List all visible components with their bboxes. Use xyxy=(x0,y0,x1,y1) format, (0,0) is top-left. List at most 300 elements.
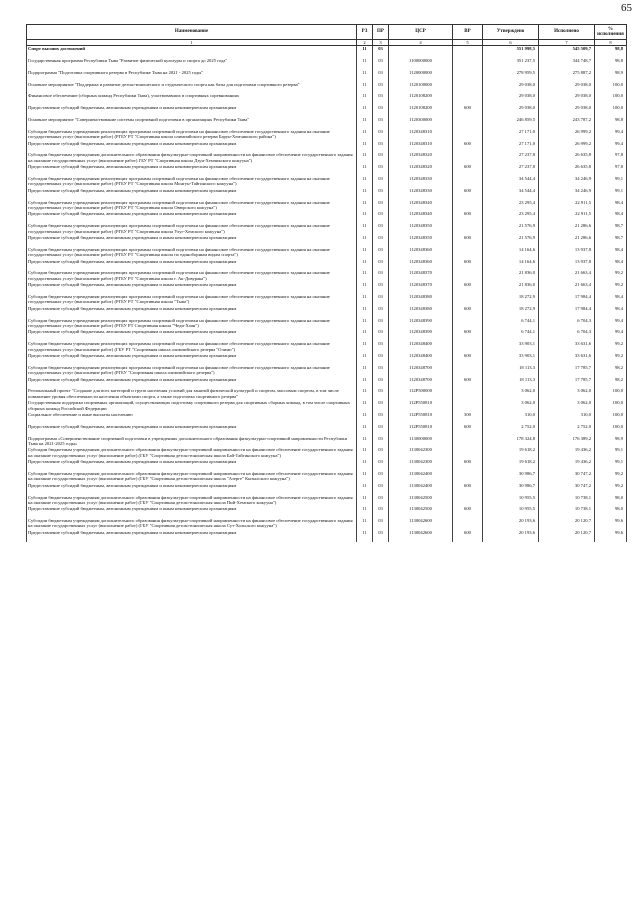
row-approved: 21 836,0 xyxy=(483,270,539,282)
row-approved: 2 752,0 xyxy=(483,424,539,436)
table-row xyxy=(27,365,627,377)
row-pr: 03 xyxy=(373,318,389,330)
row-approved: 551 998,5 xyxy=(483,46,539,58)
row-name: Субсидии бюджетным учреждениям реализующих программы спортивной подготовки на финансовое обеспечение государственного задания на оказание государственных услуг (выполнение работ) (РГБУ РТ Спортивная школа "Чеди-Хаан") xyxy=(27,318,357,330)
row-rz: 11 xyxy=(357,377,373,389)
row-executed: 17 785,7 xyxy=(539,377,595,389)
row-approved: 29 038,0 xyxy=(483,93,539,105)
row-csr: 1120348320 xyxy=(389,164,453,176)
row-executed: 3 062,0 xyxy=(539,400,595,412)
row-percent: 98,7 xyxy=(595,223,627,235)
row-csr: 1120000000 xyxy=(389,70,453,82)
row-rz: 11 xyxy=(357,282,373,294)
row-executed: 344 748,7 xyxy=(539,58,595,70)
row-vr xyxy=(453,294,483,306)
row-percent: 98,2 xyxy=(595,377,627,389)
row-percent: 99,4 xyxy=(595,129,627,141)
table-row xyxy=(27,318,627,330)
row-name: Предоставление субсидий бюджетным, автономным учреждениям и иным некоммерческим организациям xyxy=(27,211,357,223)
row-percent: 99,6 xyxy=(595,530,627,542)
row-approved: 27 237,8 xyxy=(483,164,539,176)
row-csr: 1120348350 xyxy=(389,223,453,235)
row-approved: 27 171,0 xyxy=(483,129,539,141)
row-executed: 26 999,2 xyxy=(539,129,595,141)
row-percent: 100,0 xyxy=(595,82,627,94)
row-percent: 99,4 xyxy=(595,329,627,341)
row-percent: 99,2 xyxy=(595,483,627,495)
row-pr: 03 xyxy=(373,377,389,389)
table-row xyxy=(27,105,627,117)
row-rz: 11 xyxy=(357,270,373,282)
row-pr: 03 xyxy=(373,117,389,129)
row-pr: 03 xyxy=(373,341,389,353)
row-pr: 03 xyxy=(373,211,389,223)
row-percent: 100,0 xyxy=(595,400,627,412)
row-percent: 97,8 xyxy=(595,152,627,164)
row-approved: 6 744,1 xyxy=(483,318,539,330)
row-rz: 11 xyxy=(357,318,373,330)
row-csr: 1120348340 xyxy=(389,200,453,212)
row-name: Субсидии бюджетным учреждениям реализующих программы спортивной подготовки на финансовое обеспечение государственного задания на оказание государственных услуг (выполнение работ) (РГБУ РТ "Спортивная школа г. Ак-Довурака") xyxy=(27,270,357,282)
row-rz: 11 xyxy=(357,105,373,117)
row-rz: 11 xyxy=(357,129,373,141)
row-pr: 03 xyxy=(373,353,389,365)
row-rz: 11 xyxy=(357,58,373,70)
row-approved: 21 576,9 xyxy=(483,235,539,247)
row-pr: 03 xyxy=(373,294,389,306)
row-name: Предоставление субсидий бюджетным, автономным учреждениям и иным некоммерческим организациям xyxy=(27,530,357,542)
row-percent: 98,4 xyxy=(595,294,627,306)
row-pr: 03 xyxy=(373,235,389,247)
row-pr: 03 xyxy=(373,506,389,518)
page-number: 65 xyxy=(621,2,632,14)
table-row xyxy=(27,129,627,141)
row-pr: 03 xyxy=(373,223,389,235)
row-pr: 03 xyxy=(373,412,389,424)
row-executed: 19 436,2 xyxy=(539,459,595,471)
row-csr: 1120348370 xyxy=(389,270,453,282)
row-executed: 22 911,5 xyxy=(539,200,595,212)
row-approved: 351 237,5 xyxy=(483,58,539,70)
row-csr: 1130042600 xyxy=(389,518,453,530)
row-rz: 11 xyxy=(357,152,373,164)
col-number: 1 xyxy=(27,40,357,46)
row-vr: 600 xyxy=(453,530,483,542)
row-approved: 19 618,2 xyxy=(483,447,539,459)
table-row xyxy=(27,176,627,188)
row-approved: 29 038,0 xyxy=(483,105,539,117)
row-csr: 1120348700 xyxy=(389,377,453,389)
row-name: Предоставление субсидий бюджетным, автономным учреждениям и иным некоммерческим организациям xyxy=(27,329,357,341)
row-csr: 112P500000 xyxy=(389,388,453,400)
header-name: Наименование xyxy=(27,25,357,40)
row-name: Региональный проект "Создание для всех категорий и групп населения условий для занятий физической культурой и спортом, массовым спортом, в том числе повышение уровня обеспеченности населения объектами спорта, а также подготовка спортивного резерва" xyxy=(27,388,357,400)
row-name: Основное мероприятие "Совершенствование системы спортивной подготовки в организациях Республики Тыва" xyxy=(27,117,357,129)
row-approved: 246 859,5 xyxy=(483,117,539,129)
row-csr: 1120348400 xyxy=(389,341,453,353)
table-row xyxy=(27,447,627,459)
row-name: Предоставление субсидий бюджетным, автономным учреждениям и иным некоммерческим организациям xyxy=(27,353,357,365)
row-vr: 600 xyxy=(453,164,483,176)
row-rz: 11 xyxy=(357,447,373,459)
row-pr: 03 xyxy=(373,424,389,436)
row-executed: 2 752,0 xyxy=(539,424,595,436)
row-name: Финансовое обеспечение (сборных команд Республики Тыва), участвовавших в спортивных соревнованиях xyxy=(27,93,357,105)
col-number: 6 xyxy=(483,40,539,46)
row-vr: 600 xyxy=(453,424,483,436)
row-name: Предоставление субсидий бюджетным, автономным учреждениям и иным некоммерческим организациям xyxy=(27,424,357,436)
row-rz: 11 xyxy=(357,93,373,105)
table-row xyxy=(27,329,627,341)
row-csr: 1120100000 xyxy=(389,82,453,94)
row-vr xyxy=(453,82,483,94)
budget-table xyxy=(26,24,627,542)
row-percent: 99,1 xyxy=(595,459,627,471)
row-pr: 03 xyxy=(373,105,389,117)
table-row xyxy=(27,223,627,235)
row-executed: 21 286,6 xyxy=(539,235,595,247)
row-csr: 112P550810 xyxy=(389,424,453,436)
header-percent: % исполнения xyxy=(595,25,627,40)
row-percent: 98,0 xyxy=(595,495,627,507)
row-csr: 1120348360 xyxy=(389,259,453,271)
row-name: Государственная поддержка спортивных организаций, осуществляющих подготовку спортивного резерва для спортивных сборных команд, в том числе спортивных сборных команд Российской Федерации xyxy=(27,400,357,412)
row-pr: 03 xyxy=(373,152,389,164)
row-percent: 99,2 xyxy=(595,353,627,365)
row-csr: 1130042600 xyxy=(389,530,453,542)
row-vr xyxy=(453,495,483,507)
row-name: Субсидии бюджетным учреждениям реализующих программы спортивной подготовки на финансовое обеспечение государственного задания на оказание государственных услуг (выполнение работ) (РГБУ РТ "Спортивная школа по единоборным видам спорта") xyxy=(27,247,357,259)
row-approved: 178 324,8 xyxy=(483,436,539,448)
row-percent: 100,0 xyxy=(595,105,627,117)
row-rz: 11 xyxy=(357,188,373,200)
row-approved: 33 903,1 xyxy=(483,353,539,365)
header-csr: ЦСР xyxy=(389,25,453,40)
row-vr xyxy=(453,176,483,188)
row-pr: 03 xyxy=(373,495,389,507)
row-percent: 98,2 xyxy=(595,365,627,377)
row-executed: 176 389,2 xyxy=(539,436,595,448)
row-name: Субсидии бюджетным учреждениям реализующих программы спортивной подготовки на финансовое обеспечение государственного задания на оказание государственных услуг (выполнение работ) (РГБУ РТ "Спортивная школа олимпийского резерва Барун-Хемчикского района") xyxy=(27,129,357,141)
row-executed: 33 631,6 xyxy=(539,353,595,365)
row-percent: 99,2 xyxy=(595,341,627,353)
row-rz: 11 xyxy=(357,211,373,223)
row-name: Предоставление субсидий бюджетным, автономным учреждениям и иным некоммерческим организациям xyxy=(27,235,357,247)
row-approved: 278 959,5 xyxy=(483,70,539,82)
row-vr: 600 xyxy=(453,105,483,117)
table-row xyxy=(27,471,627,483)
row-name: Предоставление субсидий бюджетным, автономным учреждениям и иным некоммерческим организациям xyxy=(27,377,357,389)
table-row xyxy=(27,506,627,518)
row-executed: 3 062,0 xyxy=(539,388,595,400)
table-row xyxy=(27,70,627,82)
row-name: Субсидии бюджетным учреждениям дополнительного образования физкультурно-спортивной направленности на финансовое обеспечение государственного задания на оказание государственных услуг (выполнение работ) (ГБУ "Спортивная детско-юношеская школа Пий-Хемского кожууна") xyxy=(27,495,357,507)
row-vr xyxy=(453,471,483,483)
row-vr: 600 xyxy=(453,329,483,341)
row-rz: 11 xyxy=(357,483,373,495)
row-pr: 03 xyxy=(373,141,389,153)
row-csr: 1120108200 xyxy=(389,93,453,105)
table-row xyxy=(27,164,627,176)
row-name: Государственная программа Республики Тыва "Развитие физической культуры и спорта до 2025 года" xyxy=(27,58,357,70)
row-percent: 99,1 xyxy=(595,188,627,200)
row-approved: 18 272,9 xyxy=(483,294,539,306)
row-csr: 1120348330 xyxy=(389,188,453,200)
row-pr: 03 xyxy=(373,58,389,70)
row-vr xyxy=(453,247,483,259)
row-percent: 100,0 xyxy=(595,424,627,436)
row-executed: 30 747,2 xyxy=(539,471,595,483)
row-name: Подпрограмма «Совершенствование спортивной подготовки в учреждениях дополнительного образования физкультурно-спортивной направленности Республики Тыва на 2021-2025 годы» xyxy=(27,436,357,448)
row-approved: 310,0 xyxy=(483,412,539,424)
row-vr xyxy=(453,318,483,330)
row-csr: 1120348340 xyxy=(389,211,453,223)
row-executed: 30 747,2 xyxy=(539,483,595,495)
row-executed: 6 704,3 xyxy=(539,329,595,341)
row-approved: 33 903,1 xyxy=(483,341,539,353)
col-number: 7 xyxy=(539,40,595,46)
row-executed: 17 984,4 xyxy=(539,294,595,306)
row-pr: 03 xyxy=(373,247,389,259)
row-vr xyxy=(453,447,483,459)
row-approved: 27 237,8 xyxy=(483,152,539,164)
row-name: Субсидии бюджетным учреждениям реализующих программы спортивной подготовки на финансовое обеспечение государственного задания на оказание государственных услуг (выполнение работ) (РГБУ РТ "Спортивная школа Улуг-Хемского кожууна") xyxy=(27,223,357,235)
row-executed: 34 246,9 xyxy=(539,176,595,188)
row-name: Субсидии бюджетным учреждениям дополнительного образования физкультурно-спортивной направленности на финансовое обеспечение государственного задания на оказание государственных услуг (выполнение работ) (ГБУ "Спортивная детско-юношеская школа "Азерге" Кызылского кожууна") xyxy=(27,471,357,483)
row-executed: 17 984,4 xyxy=(539,306,595,318)
table-row xyxy=(27,259,627,271)
row-approved: 34 544,4 xyxy=(483,176,539,188)
row-approved: 21 836,0 xyxy=(483,282,539,294)
row-vr xyxy=(453,70,483,82)
row-vr xyxy=(453,46,483,58)
header-executed: Исполнено xyxy=(539,25,595,40)
row-percent: 99,2 xyxy=(595,471,627,483)
row-vr xyxy=(453,270,483,282)
row-csr: 1130042300 xyxy=(389,447,453,459)
row-csr: 1120348400 xyxy=(389,353,453,365)
row-approved: 18 272,9 xyxy=(483,306,539,318)
row-pr: 03 xyxy=(373,82,389,94)
row-rz: 11 xyxy=(357,459,373,471)
row-rz: 11 xyxy=(357,471,373,483)
row-vr: 600 xyxy=(453,306,483,318)
row-vr: 600 xyxy=(453,235,483,247)
row-percent: 98,9 xyxy=(595,70,627,82)
row-pr: 03 xyxy=(373,329,389,341)
row-approved: 23 295,4 xyxy=(483,211,539,223)
table-row xyxy=(27,235,627,247)
row-approved: 18 113,3 xyxy=(483,365,539,377)
row-pr: 03 xyxy=(373,259,389,271)
row-approved: 18 113,3 xyxy=(483,377,539,389)
row-percent: 98,4 xyxy=(595,247,627,259)
row-percent: 98,4 xyxy=(595,306,627,318)
row-approved: 3 062,0 xyxy=(483,400,539,412)
row-rz: 11 xyxy=(357,306,373,318)
row-name: Предоставление субсидий бюджетным, автономным учреждениям и иным некоммерческим организациям xyxy=(27,164,357,176)
row-approved: 34 544,4 xyxy=(483,188,539,200)
row-pr: 03 xyxy=(373,518,389,530)
table-row xyxy=(27,211,627,223)
row-pr: 03 xyxy=(373,306,389,318)
col-number: 2 xyxy=(357,40,373,46)
row-approved: 20 193,6 xyxy=(483,530,539,542)
row-rz: 11 xyxy=(357,530,373,542)
row-percent: 98,8 xyxy=(595,46,627,58)
row-rz: 11 xyxy=(357,294,373,306)
row-rz: 11 xyxy=(357,495,373,507)
row-csr: 1130042400 xyxy=(389,471,453,483)
row-executed: 26 635,8 xyxy=(539,164,595,176)
row-pr: 03 xyxy=(373,93,389,105)
row-vr: 600 xyxy=(453,377,483,389)
row-executed: 310,0 xyxy=(539,412,595,424)
row-executed: 21 663,4 xyxy=(539,282,595,294)
row-name: Субсидии бюджетным учреждениям дополнительного образования физкультурно-спортивной направленности на финансовое обеспечение государственного задания на оказание государственных услуг (выполнение работ) (ГБУ "Спортивная детско-юношеская школа Сут-Хольского кожууна") xyxy=(27,518,357,530)
row-rz: 11 xyxy=(357,70,373,82)
row-rz: 11 xyxy=(357,400,373,412)
row-vr: 600 xyxy=(453,459,483,471)
row-vr: 600 xyxy=(453,506,483,518)
row-percent: 100,0 xyxy=(595,412,627,424)
row-percent: 98,7 xyxy=(595,235,627,247)
row-vr: 600 xyxy=(453,483,483,495)
row-executed: 10 738,1 xyxy=(539,495,595,507)
row-pr: 03 xyxy=(373,164,389,176)
row-pr: 03 xyxy=(373,70,389,82)
row-vr: 600 xyxy=(453,282,483,294)
table-row xyxy=(27,270,627,282)
table-row xyxy=(27,353,627,365)
row-percent: 99,2 xyxy=(595,270,627,282)
row-approved: 29 038,0 xyxy=(483,82,539,94)
header-pr: ПР xyxy=(373,25,389,40)
row-csr: 1130042500 xyxy=(389,495,453,507)
row-rz: 11 xyxy=(357,235,373,247)
row-csr: 1120348320 xyxy=(389,152,453,164)
row-vr xyxy=(453,223,483,235)
row-name: Предоставление субсидий бюджетным, автономным учреждениям и иным некоммерческим организациям xyxy=(27,483,357,495)
row-name: Субсидии бюджетным учреждениям реализующих программы спортивной подготовки на финансовое обеспечение государственного задания на оказание государственных услуг (выполнение работ) (ГБУ РТ "Спортивная школа олимпийского резерва "Олимп") xyxy=(27,341,357,353)
row-name: Предоставление субсидий бюджетным, автономным учреждениям и иным некоммерческим организациям xyxy=(27,188,357,200)
row-executed: 10 738,1 xyxy=(539,506,595,518)
table-row xyxy=(27,377,627,389)
row-approved: 23 295,4 xyxy=(483,200,539,212)
row-name: Субсидии бюджетным учреждениям дополнительного образования физкультурно-спортивной направленности на финансовое обеспечение государственного задания на оказание государственных услуг (выполнение работ) ГБУ РТ "Спортивная школа Дзун-Хемчикского кожууна") xyxy=(27,152,357,164)
row-rz: 11 xyxy=(357,436,373,448)
row-approved: 27 171,0 xyxy=(483,141,539,153)
row-rz: 11 xyxy=(357,82,373,94)
row-vr xyxy=(453,341,483,353)
row-rz: 11 xyxy=(357,259,373,271)
row-rz: 11 xyxy=(357,365,373,377)
row-rz: 11 xyxy=(357,341,373,353)
row-rz: 11 xyxy=(357,164,373,176)
row-pr: 03 xyxy=(373,282,389,294)
table-header-row xyxy=(27,25,627,40)
col-number: 8 xyxy=(595,40,627,46)
row-vr: 600 xyxy=(453,141,483,153)
row-executed: 26 635,8 xyxy=(539,152,595,164)
table-row xyxy=(27,518,627,530)
row-executed: 21 663,4 xyxy=(539,270,595,282)
row-pr: 03 xyxy=(373,471,389,483)
row-vr: 300 xyxy=(453,412,483,424)
row-csr: 1120348360 xyxy=(389,247,453,259)
row-name: Субсидии бюджетным учреждениям реализующих программы спортивной подготовки на финансовое обеспечение государственного задания на оказание государственных услуг (выполнение работ) (РГБУ "Спортивная школа олимпийского резерва") xyxy=(27,365,357,377)
row-executed: 34 246,9 xyxy=(539,188,595,200)
row-pr: 03 xyxy=(373,388,389,400)
row-name: Подпрограмма "Подготовка спортивного резерва в Республике Тыва на 2021 - 2025 годы" xyxy=(27,70,357,82)
row-rz: 11 xyxy=(357,424,373,436)
row-name: Предоставление субсидий бюджетным, автономным учреждениям и иным некоммерческим организациям xyxy=(27,105,357,117)
row-pr: 03 xyxy=(373,483,389,495)
table-row xyxy=(27,188,627,200)
table-row xyxy=(27,436,627,448)
row-percent: 99,4 xyxy=(595,141,627,153)
row-approved: 21 576,9 xyxy=(483,223,539,235)
col-number: 4 xyxy=(389,40,453,46)
row-pr: 03 xyxy=(373,365,389,377)
row-csr xyxy=(389,46,453,58)
table-row xyxy=(27,530,627,542)
col-number: 5 xyxy=(453,40,483,46)
table-row xyxy=(27,424,627,436)
row-pr: 03 xyxy=(373,447,389,459)
row-percent: 99,4 xyxy=(595,318,627,330)
row-executed: 26 999,2 xyxy=(539,141,595,153)
row-rz: 11 xyxy=(357,388,373,400)
row-pr: 03 xyxy=(373,200,389,212)
row-rz: 11 xyxy=(357,200,373,212)
row-percent: 98,0 xyxy=(595,506,627,518)
row-approved: 30 986,7 xyxy=(483,483,539,495)
row-executed: 20 120,7 xyxy=(539,530,595,542)
row-percent: 99,1 xyxy=(595,176,627,188)
row-approved: 6 744,1 xyxy=(483,329,539,341)
row-vr xyxy=(453,436,483,448)
row-rz: 11 xyxy=(357,176,373,188)
table-row xyxy=(27,388,627,400)
row-name: Предоставление субсидий бюджетным, автономным учреждениям и иным некоммерческим организациям xyxy=(27,459,357,471)
row-executed: 29 038,0 xyxy=(539,82,595,94)
row-approved: 14 164,6 xyxy=(483,259,539,271)
row-executed: 33 631,6 xyxy=(539,341,595,353)
row-executed: 19 436,2 xyxy=(539,447,595,459)
row-percent: 99,2 xyxy=(595,282,627,294)
table-row xyxy=(27,93,627,105)
row-pr: 03 xyxy=(373,176,389,188)
table-row xyxy=(27,46,627,58)
row-vr xyxy=(453,117,483,129)
row-name: Субсидии бюджетным учреждениям реализующих программы спортивной подготовки на финансовое обеспечение государственного задания на оказание государственных услуг (выполнение работ) (РГБУ РТ "Спортивная школа Монгун-Тайгинского кожууна") xyxy=(27,176,357,188)
table-row xyxy=(27,58,627,70)
row-rz: 11 xyxy=(357,506,373,518)
row-csr: 1120348370 xyxy=(389,282,453,294)
row-percent: 98,4 xyxy=(595,211,627,223)
row-executed: 6 704,3 xyxy=(539,318,595,330)
row-csr: 112P550810 xyxy=(389,412,453,424)
table-row xyxy=(27,117,627,129)
row-vr xyxy=(453,200,483,212)
header-vr: ВР xyxy=(453,25,483,40)
row-pr: 03 xyxy=(373,459,389,471)
row-name: Предоставление субсидий бюджетным, автономным учреждениям и иным некоммерческим организациям xyxy=(27,282,357,294)
row-percent: 98,8 xyxy=(595,58,627,70)
row-pr: 03 xyxy=(373,188,389,200)
row-approved: 14 164,6 xyxy=(483,247,539,259)
